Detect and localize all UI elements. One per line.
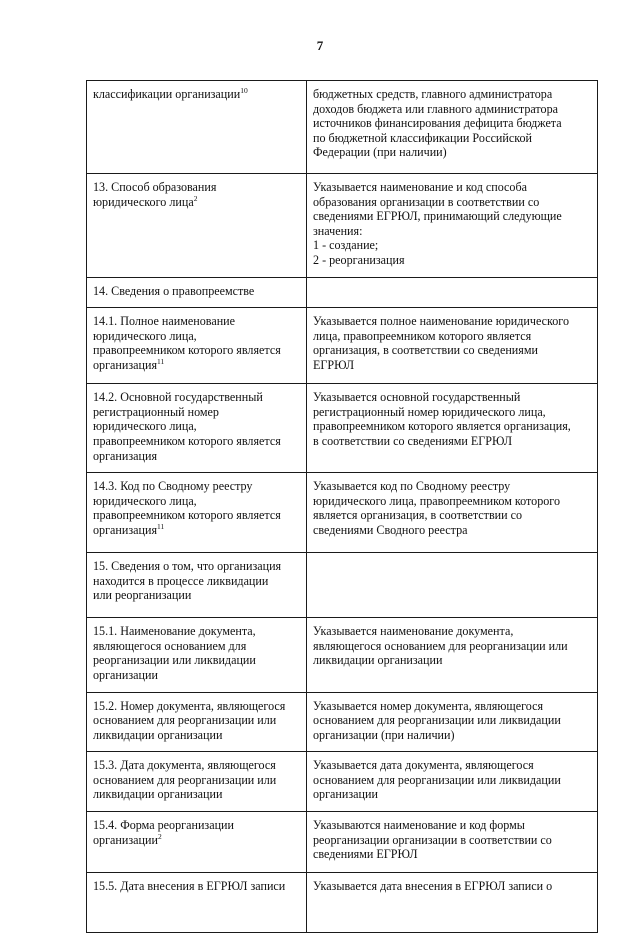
field-description-cell bbox=[307, 692, 598, 752]
field-name-line: правопреемником которого является bbox=[93, 508, 281, 523]
field-description-cell bbox=[307, 752, 598, 812]
table-row bbox=[87, 174, 598, 278]
field-name-line: или реорганизации bbox=[93, 588, 192, 603]
field-name-line: ликвидации организации bbox=[93, 727, 223, 742]
field-name-line: 15.3. Дата документа, являющегося bbox=[93, 758, 276, 773]
field-description-cell bbox=[307, 174, 598, 278]
field-name-cell bbox=[87, 752, 307, 812]
field-description-line: 1 - создание; bbox=[313, 238, 379, 253]
field-description-line: источников финансирования дефицита бюджета bbox=[313, 116, 562, 131]
field-description-cell bbox=[307, 81, 598, 174]
field-name-cell bbox=[87, 873, 307, 933]
field-description-line: ЕГРЮЛ bbox=[313, 357, 355, 372]
field-description-line: Федерации (при наличии) bbox=[313, 145, 447, 160]
field-name-line: 15.5. Дата внесения в ЕГРЮЛ записи bbox=[93, 879, 286, 894]
field-description-line: сведениями Сводного реестра bbox=[313, 522, 468, 537]
field-name-line: реорганизации или ликвидации bbox=[93, 653, 256, 668]
field-name-cell bbox=[87, 812, 307, 873]
field-name-line: юридического лица, bbox=[93, 328, 197, 343]
table-row bbox=[87, 308, 598, 384]
field-name-cell bbox=[87, 308, 307, 384]
field-name-line: 15.2. Номер документа, являющегося bbox=[93, 698, 286, 713]
field-description-line: основанием для реорганизации или ликвидации bbox=[313, 713, 561, 728]
field-description-line: юридического лица, правопреемником которого bbox=[313, 493, 561, 508]
field-description-line: организации bbox=[313, 787, 378, 802]
field-description-cell bbox=[307, 277, 598, 308]
field-name-line: юридического лица, bbox=[93, 493, 197, 508]
field-name-line: юридического лица$^2$ bbox=[93, 193, 198, 209]
field-description-line: Указывается дата документа, являющегося bbox=[313, 758, 534, 773]
field-description-line: является организация, в соответствии со bbox=[313, 508, 523, 523]
field-description-cell bbox=[307, 618, 598, 692]
field-description-line: реорганизации организации в соответствии со bbox=[313, 832, 552, 847]
field-name-line: 15. Сведения о том, что организация bbox=[93, 559, 282, 574]
field-name-line: 14.1. Полное наименование bbox=[93, 314, 236, 329]
field-description-line: основанием для реорганизации или ликвидации bbox=[313, 772, 561, 787]
field-name-line: организация$^{11}$ bbox=[93, 356, 165, 372]
field-description-line: Указывается полное наименование юридического bbox=[313, 314, 570, 329]
field-name-line: основанием для реорганизации или bbox=[93, 713, 277, 728]
field-name-cell bbox=[87, 473, 307, 553]
footnote-ref: 11 bbox=[157, 521, 165, 531]
field-name-line: правопреемником которого является bbox=[93, 433, 281, 448]
field-description-line: Указывается основной государственный bbox=[313, 390, 521, 405]
table-row bbox=[87, 553, 598, 618]
field-description-line: доходов бюджета или главного администратора bbox=[313, 101, 559, 116]
field-description-line: Указываются наименование и код формы bbox=[313, 818, 525, 833]
field-name-cell bbox=[87, 174, 307, 278]
table-body bbox=[87, 81, 598, 933]
field-description-line: регистрационный номер юридического лица, bbox=[313, 404, 546, 419]
footnote-ref: 2 bbox=[157, 831, 162, 841]
table-row bbox=[87, 618, 598, 692]
field-name-cell bbox=[87, 692, 307, 752]
table-row bbox=[87, 692, 598, 752]
field-name-cell bbox=[87, 81, 307, 174]
table-row bbox=[87, 81, 598, 174]
field-name-line: находится в процессе ликвидации bbox=[93, 573, 269, 588]
field-name-line: 15.1. Наименование документа, bbox=[93, 624, 256, 639]
field-name-line: 14.2. Основной государственный bbox=[93, 390, 263, 405]
table-row bbox=[87, 384, 598, 473]
field-description-line: Указывается номер документа, являющегося bbox=[313, 698, 544, 713]
requirements-table bbox=[86, 80, 598, 933]
field-name-cell bbox=[87, 618, 307, 692]
page-number: 7 bbox=[316, 38, 324, 53]
field-description-cell bbox=[307, 812, 598, 873]
field-name-line: ликвидации организации bbox=[93, 787, 223, 802]
field-name-line: 15.4. Форма реорганизации bbox=[93, 818, 234, 833]
field-description-line: Указывается код по Сводному реестру bbox=[313, 479, 511, 494]
field-description-line: являющегося основанием для реорганизации или bbox=[313, 638, 568, 653]
field-name-line: являющегося основанием для bbox=[93, 638, 247, 653]
field-description-line: сведениями ЕГРЮЛ bbox=[313, 847, 418, 862]
field-description-cell bbox=[307, 553, 598, 618]
footnote-ref: 11 bbox=[157, 356, 165, 366]
field-description-line: значения: bbox=[313, 223, 363, 238]
field-description-cell bbox=[307, 473, 598, 553]
field-description-line: 2 - реорганизация bbox=[313, 252, 405, 267]
field-name-cell bbox=[87, 277, 307, 308]
field-name-line: 14. Сведения о правопреемстве bbox=[93, 283, 255, 298]
field-description-line: Указывается дата внесения в ЕГРЮЛ записи о bbox=[313, 879, 553, 894]
field-description-line: в соответствии со сведениями ЕГРЮЛ bbox=[313, 433, 513, 448]
field-name-line: 13. Способ образования bbox=[93, 180, 217, 194]
field-description-line: правопреемником которого является организация, bbox=[313, 419, 571, 434]
field-name-line: классификации организации$^{10}$ bbox=[93, 86, 248, 101]
field-description-line: бюджетных средств, главного администратора bbox=[313, 87, 553, 101]
table-row bbox=[87, 473, 598, 553]
field-name-line: регистрационный номер bbox=[93, 404, 219, 419]
field-description-line: образования организации в соответствии со bbox=[313, 194, 540, 209]
field-name-line: правопреемником которого является bbox=[93, 343, 281, 358]
field-description-cell bbox=[307, 384, 598, 473]
field-description-line: Указывается наименование документа, bbox=[313, 624, 514, 639]
field-name-cell bbox=[87, 384, 307, 473]
field-description-line: организации (при наличии) bbox=[313, 727, 455, 742]
table-row bbox=[87, 277, 598, 308]
field-description-line: сведениями ЕГРЮЛ, принимающий следующие bbox=[313, 209, 562, 224]
table-row bbox=[87, 873, 598, 933]
field-name-line: организации$^2$ bbox=[93, 831, 162, 847]
field-name-line: организация$^{11}$ bbox=[93, 521, 165, 537]
field-description-cell bbox=[307, 308, 598, 384]
field-description-line: организация, в соответствии со сведениями bbox=[313, 343, 538, 358]
table-row bbox=[87, 812, 598, 873]
field-description-line: по бюджетной классификации Российской bbox=[313, 130, 533, 145]
field-name-line: организации bbox=[93, 667, 158, 682]
footnote-ref: 10 bbox=[240, 86, 248, 95]
field-description-line: ликвидации организации bbox=[313, 653, 443, 668]
table-row bbox=[87, 752, 598, 812]
footnote-ref: 2 bbox=[193, 193, 198, 203]
field-name-line: организация bbox=[93, 448, 158, 463]
field-name-line: основанием для реорганизации или bbox=[93, 772, 277, 787]
field-description-cell bbox=[307, 873, 598, 933]
field-description-line: Указывается наименование и код способа bbox=[313, 180, 527, 194]
field-description-line: лица, правопреемником которого является bbox=[313, 328, 532, 343]
field-name-cell bbox=[87, 553, 307, 618]
field-name-line: 14.3. Код по Сводному реестру bbox=[93, 479, 253, 494]
field-name-line: юридического лица, bbox=[93, 419, 197, 434]
